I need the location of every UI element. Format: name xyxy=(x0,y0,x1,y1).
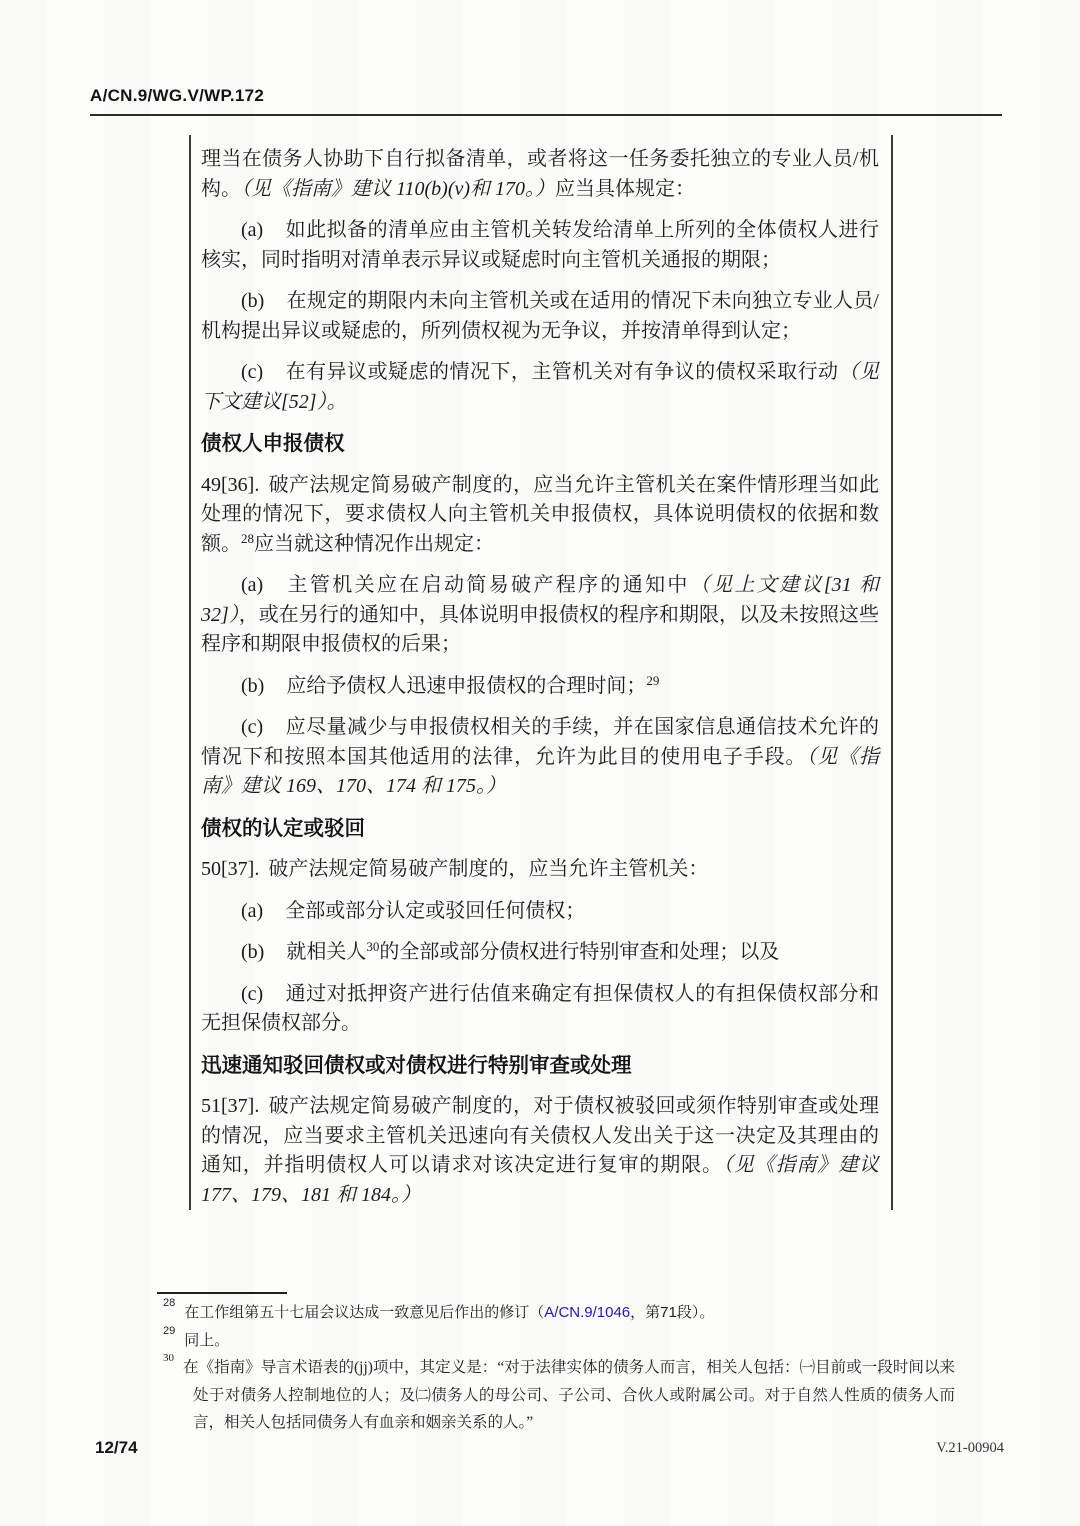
list-item-b xyxy=(201,287,879,346)
footnote-text: 同上。 xyxy=(184,1331,230,1349)
main-text-box xyxy=(189,135,893,1210)
list-item-b xyxy=(201,672,879,702)
list-marker: (c) xyxy=(241,982,264,1005)
footnote-ref-29: 29 xyxy=(646,672,660,688)
list-item-text: 通过对抵押资产进行估值来确定有担保债权人的有担保债权部分和无担保债权部分。 xyxy=(201,982,879,1034)
list-item-c xyxy=(201,713,879,802)
list-item-text: ，或在另行的通知中，具体说明申报债权的程序和期限，以及未按照这些程序和期限申报债权的后果； xyxy=(201,603,879,655)
paragraph-text: 理当在债务人协助下自行拟备清单，或者将这一任务委托独立的专业人员/机构。 xyxy=(201,148,879,200)
numbered-paragraph-49 xyxy=(201,471,879,560)
document-link[interactable]: A/CN.9/1046 xyxy=(544,1304,631,1321)
paragraph-text: 应当具体规定： xyxy=(555,177,696,200)
paragraph-text: 破产法规定简易破产制度的，对于债权被驳回或须作特别审查或处理的情况，应当要求主管机关迅速向有关债权人发出关于这一决定及其理由的通知，并指明债权人可以请求对该决定进行复审的期限。 xyxy=(201,1095,879,1176)
footnotes-block xyxy=(163,1299,955,1437)
document-number-footer: V.21-00904 xyxy=(936,1440,1004,1456)
numbered-paragraph-51 xyxy=(201,1092,879,1210)
footnote-30 xyxy=(163,1351,955,1437)
list-marker: (b) xyxy=(241,941,265,963)
footnote-text: 在工作组第五十七届会议达成一致意见后作出的修订（ xyxy=(184,1304,545,1321)
list-item-text: 应尽量减少与申报债权相关的手续，并在国家信息通信技术允许的情况下和按照本国其他适用的法律，允许为此目的使用电子手段。 xyxy=(201,716,879,768)
paragraph-number: 50[37]. xyxy=(201,858,260,880)
list-marker: (a) xyxy=(241,219,264,241)
paragraph-text: 破产法规定简易破产制度的，应当允许主管机关： xyxy=(268,858,709,880)
list-item-a xyxy=(201,216,879,275)
footnote-marker: 28 xyxy=(163,1297,176,1309)
citation-text: （见下文建议[52]）。 xyxy=(201,361,880,413)
footnote-29 xyxy=(163,1324,955,1355)
footnote-28 xyxy=(163,1299,955,1327)
numbered-paragraph-50 xyxy=(201,855,879,885)
paragraph-text: 应当就这种情况作出规定： xyxy=(254,532,494,555)
section-heading: 迅速通知驳回债权或对债权进行特别审查或处理 xyxy=(201,1053,632,1077)
list-item-text: 在有异议或疑虑的情况下，主管机关对有争议的债权采取行动 xyxy=(285,361,839,383)
document-symbol: A/CN.9/WG.V/WP.172 xyxy=(90,86,265,105)
paragraph-number: 49[36]. xyxy=(201,473,260,496)
section-heading: 债权的认定或驳回 xyxy=(201,816,365,840)
footnote-text: ，第71段）。 xyxy=(630,1304,715,1321)
list-marker: (a) xyxy=(241,574,264,596)
list-item-b xyxy=(201,938,879,968)
paragraph-text: 破产法规定简易破产制度的，应当允许主管机关在案件情形理当如此处理的情况下，要求债权人向主管机关申报债权，具体说明债权的依据和数额。 xyxy=(201,473,879,555)
list-item-text: 全部或部分认定或驳回任何债权； xyxy=(285,899,586,922)
list-item-c xyxy=(201,358,879,417)
citation-text: （见《指南》建议 169、170、174 和 175。） xyxy=(201,745,879,797)
list-marker: (a) xyxy=(241,899,264,922)
paragraph xyxy=(201,145,879,204)
list-item-a xyxy=(201,897,879,927)
footnote-marker: 30 xyxy=(163,1351,174,1364)
list-item-text: 应给予债权人迅速申报债权的合理时间； xyxy=(286,674,647,697)
footnote-text: 在《指南》导言术语表的(jj)项中，其定义是：“对于法律实体的债务人而言，相关人包括：㈠目前或一段时间以来处于对债务人控制地位的人；及㈡债务人的母公司、子公司、合伙人或附属公司。对于自然人性质的债务人而言，相关人包括同债务人有血亲和姻亲关系的人。” xyxy=(183,1359,955,1431)
list-item-text: 主管机关应在启动简易破产程序的通知中 xyxy=(285,574,690,596)
footnote-ref-30: 30 xyxy=(366,939,380,954)
section-heading: 债权人申报债权 xyxy=(201,432,345,455)
citation-text: （见上文建议[31 和 32]） xyxy=(201,574,879,626)
citation-text: （见《指南》建议 177、179、181 和 184。） xyxy=(201,1154,879,1206)
footnote-separator-rule xyxy=(157,1292,287,1294)
paragraph-number: 51[37]. xyxy=(201,1095,260,1117)
list-marker: (c) xyxy=(241,361,264,383)
list-item-c xyxy=(201,980,879,1039)
page-number: 12/74 xyxy=(95,1438,138,1457)
footnote-ref-28: 28 xyxy=(241,530,254,546)
list-item-text: 在规定的期限内未向主管机关或在适用的情况下未向独立专业人员/机构提出异议或疑虑的，所列债权视为无争议，并按清单得到认定； xyxy=(201,290,879,342)
list-marker: (b) xyxy=(241,290,265,312)
list-marker: (c) xyxy=(241,716,264,738)
citation-text: （见《指南》建议 110(b)(v)和 170。） xyxy=(241,177,556,200)
list-item-text: 的全部或部分债权进行特别审查和处理；以及 xyxy=(379,941,780,963)
footnote-marker: 29 xyxy=(163,1324,176,1337)
list-marker: (b) xyxy=(241,674,265,697)
list-item-a xyxy=(201,571,879,660)
list-item-text: 就相关人 xyxy=(286,941,367,963)
header-rule xyxy=(90,114,1002,116)
list-item-text: 如此拟备的清单应由主管机关转发给清单上所列的全体债权人进行核实，同时指明对清单表示异议或疑虑时向主管机关通报的期限； xyxy=(201,219,879,271)
